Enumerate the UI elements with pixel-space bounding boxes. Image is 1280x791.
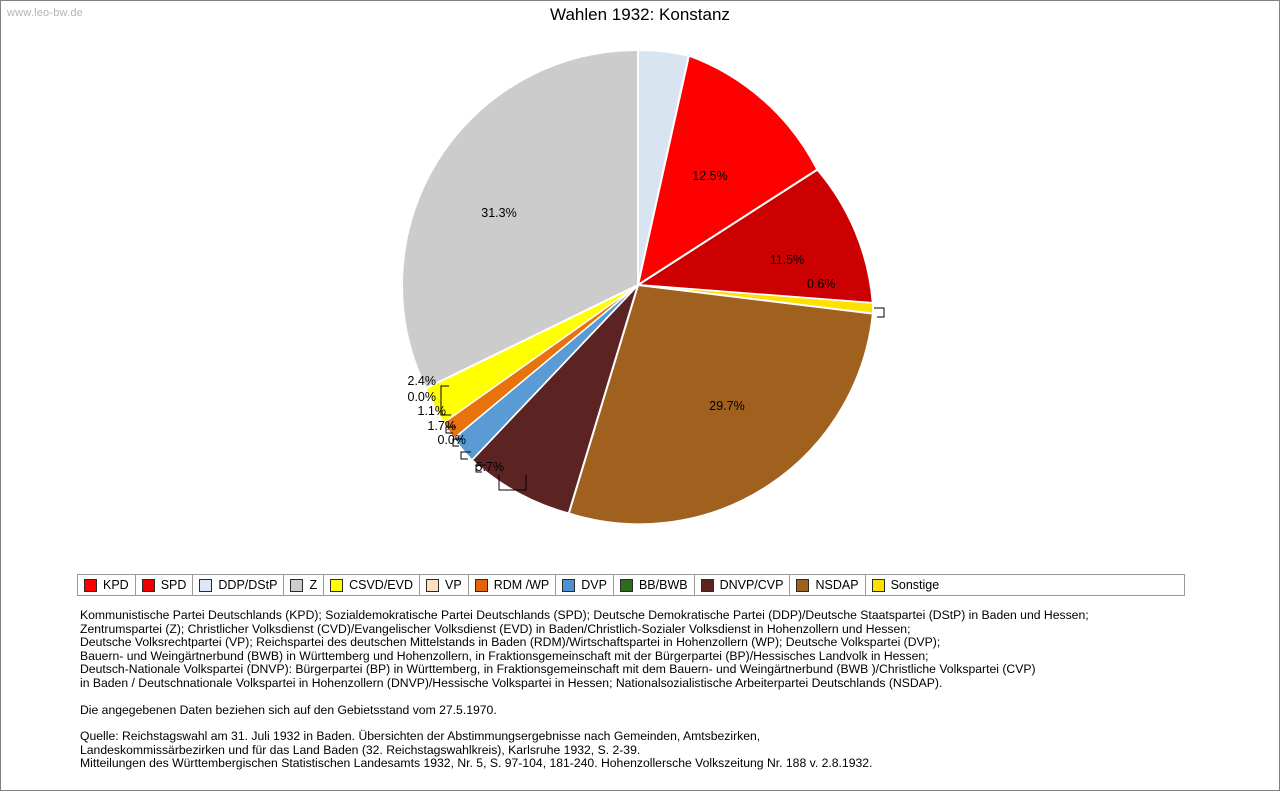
note-line: Landeskommissärbezirken und für das Land Baden (32. Reichstagswahlkreis), Karlsruhe 1932, S. 2-39. bbox=[80, 742, 641, 757]
legend-item-spd[interactable] bbox=[136, 575, 194, 595]
legend-item-label: BB/BWB bbox=[638, 578, 688, 592]
legend-swatch-icon bbox=[426, 579, 439, 592]
legend-item-label: DNVP/CVP bbox=[719, 578, 784, 592]
note-line: Die angegebenen Daten beziehen sich auf den Gebietsstand vom 27.5.1970. bbox=[80, 702, 497, 717]
legend-item-label: CSVD/EVD bbox=[349, 578, 413, 592]
legend-item-vp[interactable] bbox=[420, 575, 469, 595]
legend-swatch-icon bbox=[290, 579, 303, 592]
legend-item-label: Sonstige bbox=[890, 578, 940, 592]
legend-item-rdm-wp[interactable] bbox=[469, 575, 557, 595]
slice-label-kpd: 12.5% bbox=[692, 169, 728, 183]
data-basis-note bbox=[80, 704, 1230, 718]
legend-swatch-icon bbox=[475, 579, 488, 592]
note-line: Mitteilungen des Württembergischen Statistischen Landesamts 1932, Nr. 5, S. 97-104, 181-240. Hohenzollersche Volkszeitung Nr. 188 v. 2.8.1932. bbox=[80, 756, 873, 771]
chart-footnotes bbox=[80, 609, 1230, 771]
slice-label-nsdap: 31.3% bbox=[481, 206, 517, 220]
legend-item-label: DVP bbox=[581, 578, 607, 592]
legend-item-z[interactable] bbox=[284, 575, 324, 595]
slice-label-ddp-dstp: 0.6% bbox=[807, 277, 836, 291]
legend-item-label: RDM /WP bbox=[493, 578, 550, 592]
watermark: www.leo-bw.de bbox=[7, 7, 83, 19]
slice-label-spd: 11.5% bbox=[769, 253, 805, 267]
legend-item-label: DDP/DStP bbox=[218, 578, 278, 592]
legend-item-nsdap[interactable] bbox=[790, 575, 865, 595]
note-line: Deutsche Volksrechtpartei (VP); Reichspartei des deutschen Mittelstands in Baden (RDM)/Wirtschaftspartei in Hohenzollern (WP); Deutsche Volkspartei (DVP); bbox=[80, 635, 941, 650]
pie-chart-area bbox=[1, 35, 1279, 555]
slice-label-dnvp-cvp: 2.4% bbox=[407, 374, 436, 388]
leader-line-ddp bbox=[874, 308, 884, 317]
note-line: Zentrumspartei (Z); Christlicher Volksdienst (CVD)/Evangelischer Volksdienst (EVD) in Baden/Christlich-Sozialer Volksdienst in Hohenzollern und Hessen; bbox=[80, 621, 911, 636]
legend-swatch-icon bbox=[84, 579, 97, 592]
slice-label-dvp: 1.1% bbox=[417, 404, 446, 418]
legend-swatch-icon bbox=[562, 579, 575, 592]
legend-swatch-icon bbox=[872, 579, 885, 592]
legend-item-label: SPD bbox=[160, 578, 187, 592]
legend-swatch-icon bbox=[330, 579, 343, 592]
pie-chart-svg bbox=[1, 35, 1279, 555]
note-line: Quelle: Reichstagswahl am 31. Juli 1932 in Baden. Übersichten der Abstimmungsergebnisse nach Gemeinden, Amtsbezirken, bbox=[80, 729, 761, 744]
legend-swatch-icon bbox=[620, 579, 633, 592]
legend-item-csvd-evd[interactable] bbox=[324, 575, 420, 595]
legend-item-kpd[interactable] bbox=[78, 575, 136, 595]
slice-label-z: 29.7% bbox=[709, 399, 745, 413]
legend-item-ddp-dstp[interactable] bbox=[193, 575, 284, 595]
note-line: in Baden / Deutschnationale Volkspartei in Hohenzollern (DNVP)/Hessische Volkspartei in Hessen; Nationalsozialistische Arbeiterpartei Deutschlands (NSDAP). bbox=[80, 675, 943, 690]
slice-label-vp: 0.0% bbox=[437, 433, 466, 447]
legend-item-label: VP bbox=[445, 578, 462, 592]
legend-item-sonstige[interactable] bbox=[866, 575, 946, 595]
slice-label-rdm-wp: 1.7% bbox=[427, 419, 456, 433]
legend-swatch-icon bbox=[796, 579, 809, 592]
note-line: Bauern- und Weingärtnerbund (BWB) in Württemberg und Hohenzollern, in Fraktionsgemeinschaft mit der Bürgerpartei (BP)/Hessisches Landvolk in Hessen; bbox=[80, 648, 929, 663]
legend-item-label: Z bbox=[309, 578, 318, 592]
chart-title: Wahlen 1932: Konstanz bbox=[550, 5, 730, 24]
party-abbreviations-note bbox=[80, 609, 1230, 691]
legend-swatch-icon bbox=[701, 579, 714, 592]
note-line: Deutsch-Nationale Volkspartei (DNVP): Bürgerpartei (BP) in Württemberg, in Fraktionsgemeinschaft mit dem Bauern- und Weingärtnerbund (BWB )/Christliche Volkspartei (CVP) bbox=[80, 662, 1036, 677]
legend-item-label: KPD bbox=[103, 578, 129, 592]
legend-item-label: NSDAP bbox=[815, 578, 859, 592]
legend-swatch-icon bbox=[199, 579, 212, 592]
note-line: Kommunistische Partei Deutschlands (KPD); Sozialdemokratische Partei Deutschlands (SPD); Deutsche Demokratische Partei (DDP)/Deutsche Staatspartei (DStP) in Baden und Hessen; bbox=[80, 608, 1089, 622]
legend-item-bb-bwb[interactable] bbox=[614, 575, 695, 595]
chart-legend bbox=[77, 574, 1185, 596]
source-note bbox=[80, 730, 1230, 771]
slice-label-bb-bwb: 0.0% bbox=[407, 390, 436, 404]
legend-item-dnvp-cvp[interactable] bbox=[695, 575, 791, 595]
legend-item-dvp[interactable] bbox=[556, 575, 614, 595]
slice-label-csvd-evd: 5.7% bbox=[475, 460, 504, 474]
legend-swatch-icon bbox=[142, 579, 155, 592]
